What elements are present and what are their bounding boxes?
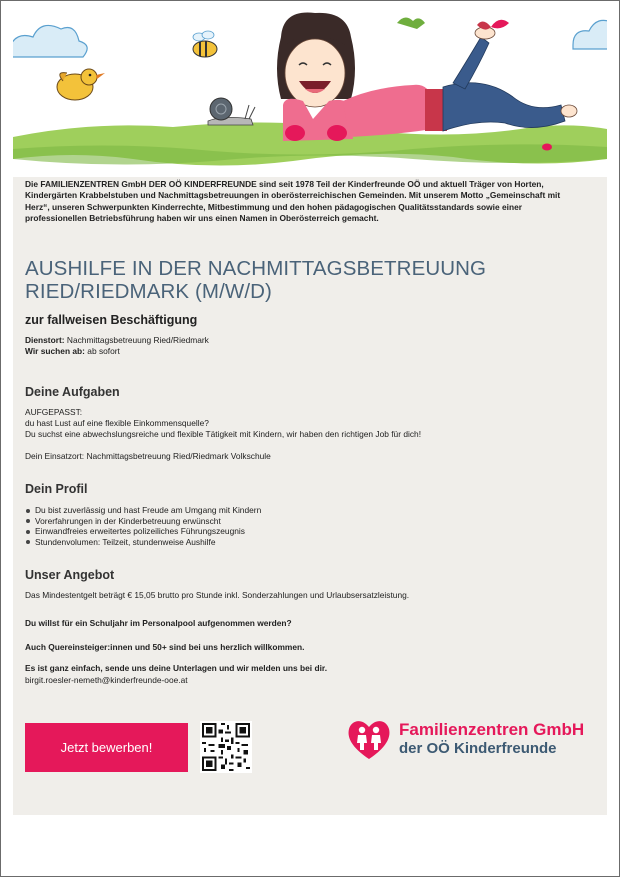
tasks-heading: Deine Aufgaben <box>25 385 120 399</box>
qr-code-icon[interactable] <box>200 721 252 773</box>
offer-heading: Unser Angebot <box>25 568 115 582</box>
tasks-line: du hast Lust auf eine flexible Einkommensquelle? <box>25 418 209 428</box>
list-item: Stundenvolumen: Teilzeit, stundenweise Aushilfe <box>35 537 261 548</box>
location-label: Dienstort: <box>25 335 65 345</box>
list-item: Du bist zuverlässig und hast Freude am Umgang mit Kindern <box>35 505 262 515</box>
profile-heading: Dein Profil <box>25 482 88 496</box>
location-value: Nachmittagsbetreuung Ried/Riedmark <box>66 335 209 345</box>
list-item: Einwandfreies erweitertes polizeiliches Führungszeugnis <box>35 526 261 537</box>
job-title-line1: AUSHILFE IN DER NACHMITTAGSBETREUUNG <box>25 257 487 280</box>
job-meta <box>25 335 209 357</box>
contact-email[interactable]: birgit.roesler-nemeth@kinderfreunde-ooe.at <box>25 675 188 685</box>
company-logo <box>345 715 590 763</box>
profile-list <box>25 505 261 547</box>
offer-apply-text: Es ist ganz einfach, sende uns deine Unterlagen und wir melden uns bei dir. <box>25 663 328 673</box>
start-label: Wir suchen ab: <box>25 346 85 356</box>
bee-icon <box>193 31 217 57</box>
list-item: Vorerfahrungen in der Kinderbetreuung erwünscht <box>35 516 261 527</box>
offer-career-changers: Auch Quereinsteiger:innen und 50+ sind bei uns herzlich willkommen. <box>25 642 305 652</box>
tasks-location: Dein Einsatzort: Nachmittagsbetreuung Ried/Riedmark Volkschule <box>25 451 271 461</box>
logo-line2: der OÖ Kinderfreunde <box>399 740 557 757</box>
offer-salary: Das Mindestentgelt beträgt € 15,05 brutto pro Stunde inkl. Sonderzahlungen und Urlaubsersatzleistung. <box>25 590 410 600</box>
job-ad-panel <box>13 9 607 815</box>
header-illustration <box>13 9 607 177</box>
tasks-line: Du suchst eine abwechslungsreiche und flexible Tätigkeit mit Kindern, wir haben den richtigen Job für dich! <box>25 429 422 439</box>
tasks-text <box>25 407 585 462</box>
ladybug-icon <box>542 144 552 151</box>
job-title-line2: RIED/RIEDMARK (M/W/D) <box>25 280 272 303</box>
job-title <box>25 257 595 303</box>
apply-button[interactable]: Jetzt bewerben! <box>25 723 188 772</box>
start-value: ab sofort <box>87 346 120 356</box>
offer-pool: Du willst für ein Schuljahr im Personalpool aufgenommen werden? <box>25 618 292 628</box>
tasks-line: AUFGEPASST: <box>25 407 83 417</box>
company-intro: Die FAMILIENZENTREN GmbH DER OÖ KINDERFREUNDE sind seit 1978 Teil der Kinderfreunde OÖ und aktuell Träger von Horten, Kindergärten Krabbelstuben und Nachmittagsbetreuungen in oberösterreichischen Gemeinden. Mit unserem Motto „Gemeinschaft mit Herz“, unseren Schwerpunkten Kinderrechte, Mitbestimmung und den hohen pädagogischen Qualitätsstandards sowie einer professionellen Betriebsführung haben wir uns einen Namen in Oberösterreich gemacht. <box>25 179 561 223</box>
job-subtitle: zur fallweisen Beschäftigung <box>25 313 198 327</box>
logo-line1: Familienzentren GmbH <box>399 720 585 739</box>
heart-children-logo-icon <box>345 715 393 763</box>
